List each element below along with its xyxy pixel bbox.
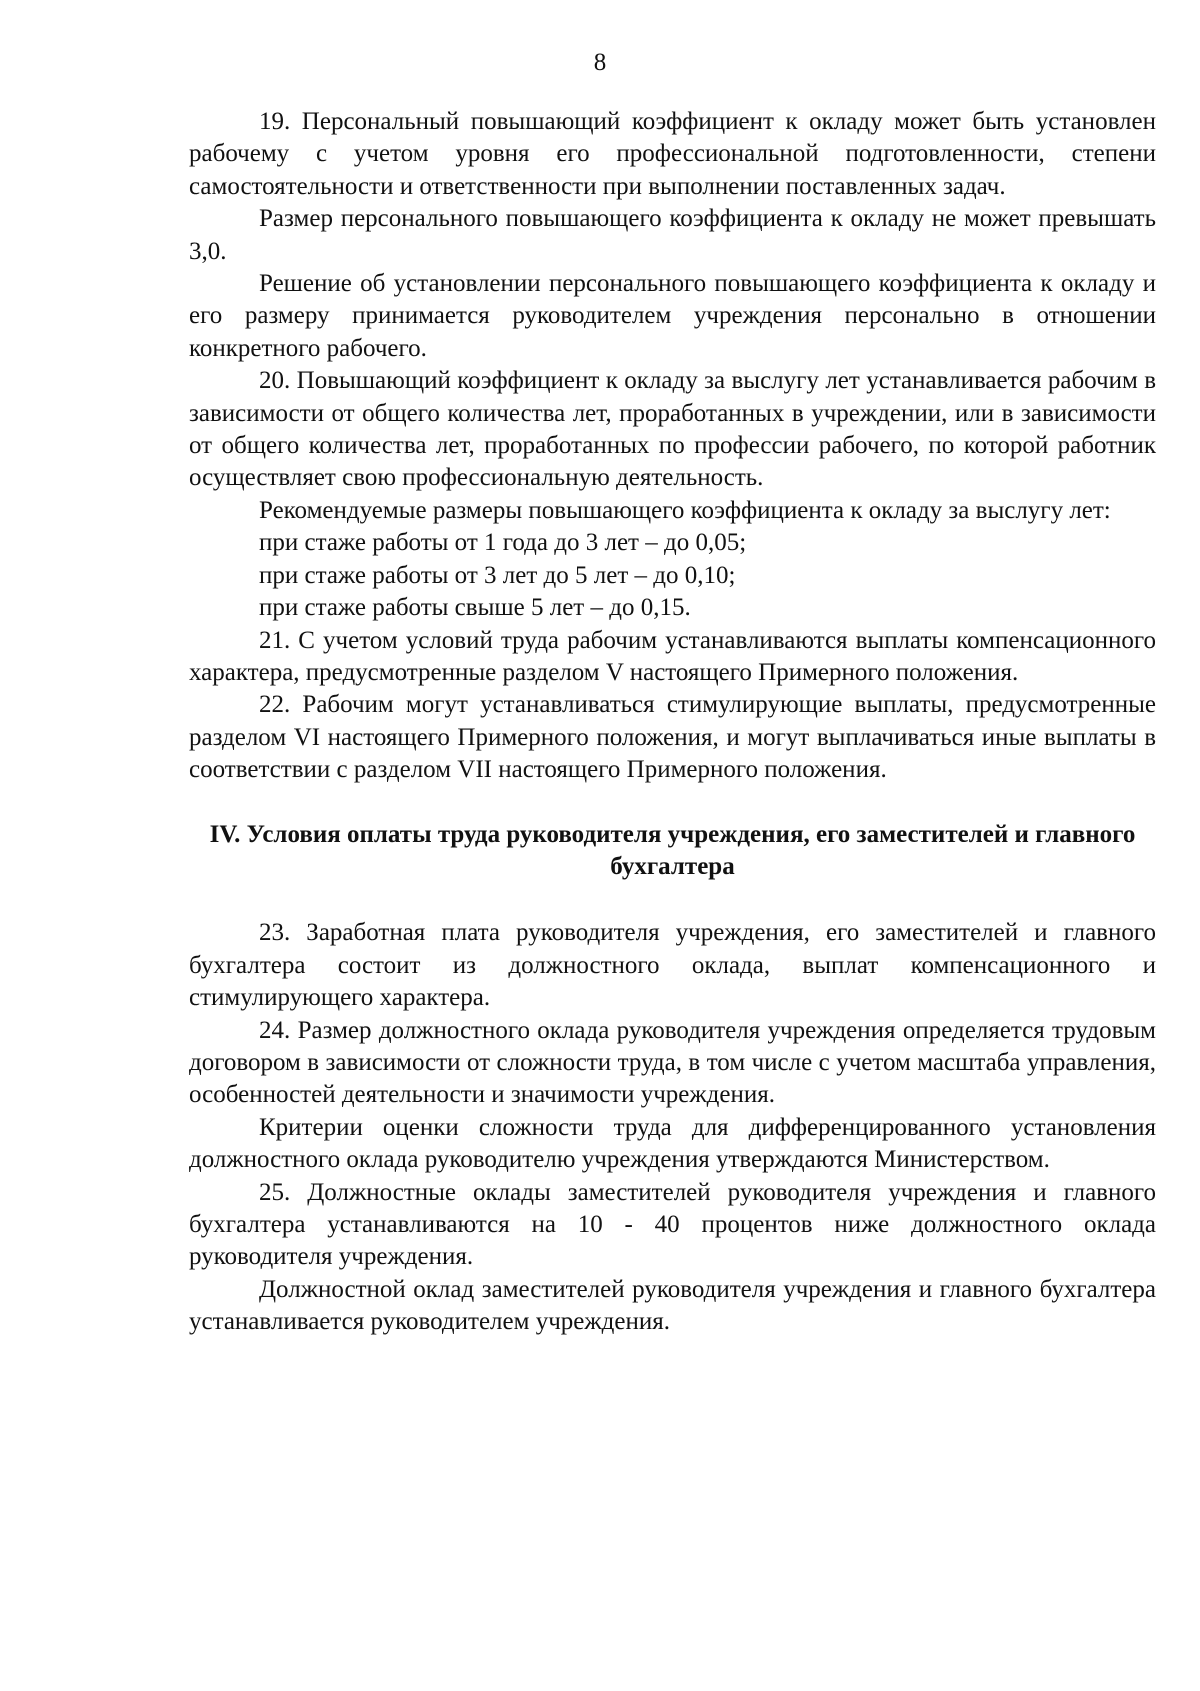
paragraph-25-deputy-salary: Должностной оклад заместителей руководителя учреждения и главного бухгалтера устанавливается руководителем учреждения. bbox=[189, 1275, 1156, 1336]
paragraph-19-decision: Решение об установлении персонального повышающего коэффициента к окладу и его размеру принимается руководителем учреждения персонально в отношении конкретного рабочего. bbox=[189, 270, 1156, 362]
paragraph-24: 24. Размер должностного оклада руководителя учреждения определяется трудовым договором в зависимости от сложности труда, в том числе с учетом масштаба управления, особенностей деятельности и значимости учреждения. bbox=[189, 1016, 1156, 1109]
document-body bbox=[189, 106, 1156, 1339]
list-item-seniority-1: при стаже работы от 1 года до 3 лет – до 0,05; bbox=[259, 529, 747, 557]
paragraph-22: 22. Рабочим могут устанавливаться стимулирующие выплаты, предусмотренные разделом VI настоящего Примерного положения, и могут выплачиваться иные выплаты в соответствии с разделом VII настоящего Примерного положения. bbox=[189, 691, 1156, 784]
paragraph-19-max-value: Размер персонального повышающего коэффициента к окладу не может превышать 3,0. bbox=[189, 205, 1156, 265]
list-item-seniority-2: при стаже работы от 3 лет до 5 лет – до 0,10; bbox=[259, 561, 736, 589]
page-number: 8 bbox=[593, 49, 607, 76]
paragraph-20: 20. Повышающий коэффициент к окладу за выслугу лет устанавливается рабочим в зависимости от общего количества лет, проработанных в учреждении, или в зависимости от общего количества лет, проработанных по профессии рабочего, по которой работник осуществляет свою профессиональную деятельность. bbox=[189, 367, 1156, 492]
paragraph-20-recommended: Рекомендуемые размеры повышающего коэффициента к окладу за выслугу лет: bbox=[259, 496, 1111, 524]
paragraph-21: 21. С учетом условий труда рабочим устанавливаются выплаты компенсационного характера, предусмотренные разделом V настоящего Примерного положения. bbox=[189, 626, 1156, 686]
list-item-seniority-3: при стаже работы свыше 5 лет – до 0,15. bbox=[259, 594, 691, 622]
paragraph-23: 23. Заработная плата руководителя учреждения, его заместителей и главного бухгалтера состоит из должностного оклада, выплат компенсационного и стимулирующего характера. bbox=[189, 919, 1156, 1012]
paragraph-19: 19. Персональный повышающий коэффициент к окладу может быть установлен рабочему с учетом уровня его профессиональной подготовленности, степени самостоятельности и ответственности при выполнении поставленных задач. bbox=[189, 108, 1156, 200]
paragraph-24-criteria: Критерии оценки сложности труда для дифференцированного установления должностного оклада руководителю учреждения утверждаются Министерством. bbox=[189, 1113, 1156, 1174]
paragraph-25: 25. Должностные оклады заместителей руководителя учреждения и главного бухгалтера устанавливаются на 10 - 40 процентов ниже должностного оклада руководителя учреждения. bbox=[189, 1178, 1156, 1271]
section-heading: IV. Условия оплаты труда руководителя учреждения, его заместителей и главного бухгалтера bbox=[209, 820, 1136, 880]
